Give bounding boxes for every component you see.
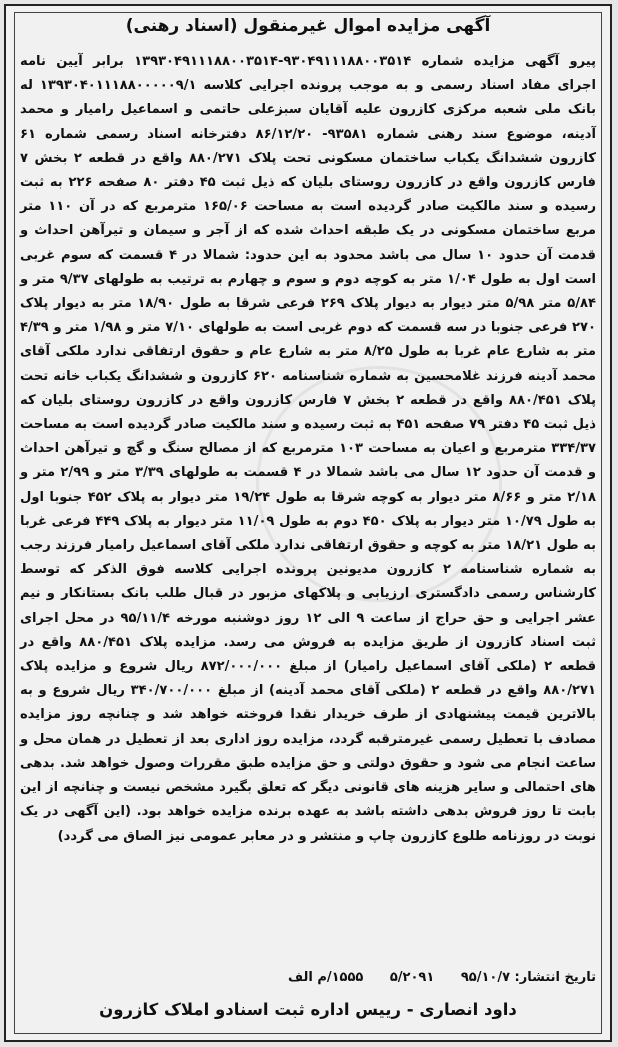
- notice-body: پیرو آگهی مزایده شماره ۹۳۰۴۹۱۱۱۸۸۰۰۳۵۱۴-۱۳۹۳۰۴۹۱۱۱۸۸۰۰۳۵۱۴ برابر آیین نامه اجرای مفاد اسناد رسمی و به موجب پرونده اجرایی کلاسه ۱۳۹۳۰۴۰۱۱۱۸۸۰۰۰۰۰۹/۱ له بانک ملی شعبه مرکزی کازرون علیه آقایان سبزعلی حاتمی و اسماعیل رامیار و محمد آدینه، موضوع سند رهنی شماره ۹۳۵۸۱- ۸۶/۱۲/۲۰ دفترخانه اسناد رسمی شماره ۶۱ کازرون ششدانگ یکباب ساختمان مسکونی تحت پلاک ۸۸۰/۲۷۱ واقع در قطعه ۲ بخش ۷ فارس کازرون واقع در کازرون روستای بلیان که ذیل ثبت ۴۵ دفتر ۸۰ صفحه ۲۲۶ به ثبت رسیده و سند مالکیت صادر گردیده است به مساحت ۱۶۵/۰۶ مترمربع که در آن ۱۱۰ متر مربع ساختمان مسکونی در یک طبقه احداث شده که از آجر و سیمان و تیرآهن احداث و قدمت آن حدود ۱۰ سال می باشد محدود به این حدود: شمالا در ۴ قسمت که سوم غربی است اول به طول ۱/۰۴ متر به کوچه دوم و سوم و چهارم به ترتیب به طولهای ۹/۳۷ متر و ۵/۸۴ متر ۵/۹۸ متر دیوار به دیوار پلاک ۲۶۹ فرعی شرقا به طول ۱۸/۹۰ متر به دیوار پلاک ۲۷۰ فرعی جنوبا در سه قسمت که دوم غربی است به طولهای ۷/۱۰ متر و ۱/۹۸ متر و ۴/۳۹ متر به شارع عام غربا به طول ۸/۲۵ متر به شارع عام و حقوق ارتفاقی ندارد ملکی آقای محمد آدینه فرزند غلامحسین به شماره شناسنامه ۶۲۰ کازرون و ششدانگ یکباب خانه تحت پلاک ۸۸۰/۴۵۱ واقع در قطعه ۲ بخش ۷ فارس کازرون واقع در کازرون روستای بلیان که ذیل ثبت ۴۵ دفتر ۷۹ صفحه ۴۵۱ به ثبت رسیده و سند مالکیت صادر گردیده است به مساحت ۳۳۴/۳۷ مترمربع و اعیان به مساحت ۱۰۳ مترمربع که از مصالح سنگ و گچ و تیرآهن احداث و قدمت آن حدود ۱۲ سال می باشد شمالا در ۴ قسمت به طولهای ۳/۳۹ متر و ۲/۹۹ متر و ۲/۱۸ متر و ۸/۶۶ متر دیوار به کوچه شرقا به طول ۱۹/۲۴ متر دیوار به پلاک ۴۵۲ جنوبا اول به طول ۱۰/۷۹ متر دیوار به پلاک ۴۵۰ دوم به طول ۱۱/۰۹ متر دیوار به پلاک ۴۴۹ فرعی غربا به طول ۱۸/۲۱ متر به کوچه و حقوق ارتفاقی ندارد ملکی آقای اسماعیل رامیار فرزند رجب به شماره شناسنامه ۲ کازرون مدیونین پرونده اجرایی کلاسه فوق الذکر که توسط کارشناس رسمی دادگستری ارزیابی و پلاکهای مزبور در قبال طلب بانک بستانکار و نیم عشر اجرایی و حق حراج از ساعت ۹ الی ۱۲ روز دوشنبه مورخه ۹۵/۱۱/۴ در محل اجرای ثبت اسناد کازرون از طریق مزایده به فروش می رسد. مزایده پلاک ۸۸۰/۴۵۱ واقع در قطعه ۲ (ملکی آقای اسماعیل رامیار) از مبلغ ۸۷۲/۰۰۰/۰۰۰ ریال شروع و مزایده پلاک ۸۸۰/۲۷۱ واقع در قطعه ۲ (ملکی آقای محمد آدینه) از مبلغ ۳۴۰/۷۰۰/۰۰۰ ریال شروع و به بالاترین قیمت پیشنهادی از طرف خریدار نقدا فروخته خواهد شد و چنانچه روز مزایده مصادف با تعطیل رسمی غیرمترقبه گردد، مزایده روز اداری بعد از تعطیل در همان محل و ساعت انجام می شود و حقوق دولتی و حق مزایده طبق مقررات وصول خواهد شد. بدهی های احتمالی و سایر هزینه های قانونی دیگر که تعلق بگیرد مشخص نیست و چنانچه از این بابت تا روز فروش بدهی داشته باشد به عهده برنده مزایده خواهد بود. (این آگهی در یک نوبت در روزنامه طلوع کازرون چاپ و منتشر و در معابر عمومی نیز الصاق می گردد): [20, 54, 597, 844]
- notice-frame: [4, 4, 612, 1042]
- notice-title: آگهی مزایده اموال غیرمنقول (اسناد رهنی): [125, 16, 491, 36]
- publication-number: ۵/۲۰۹۱: [389, 970, 435, 985]
- publication-date: تاریخ انتشار: ۹۵/۱۰/۷: [460, 970, 596, 985]
- signature: داود انصاری - رییس اداره ثبت اسنادو املاک کازرون: [99, 1000, 517, 1019]
- publication-code: ۱۵۵۵/م الف: [287, 970, 364, 985]
- publication-line: [20, 970, 596, 985]
